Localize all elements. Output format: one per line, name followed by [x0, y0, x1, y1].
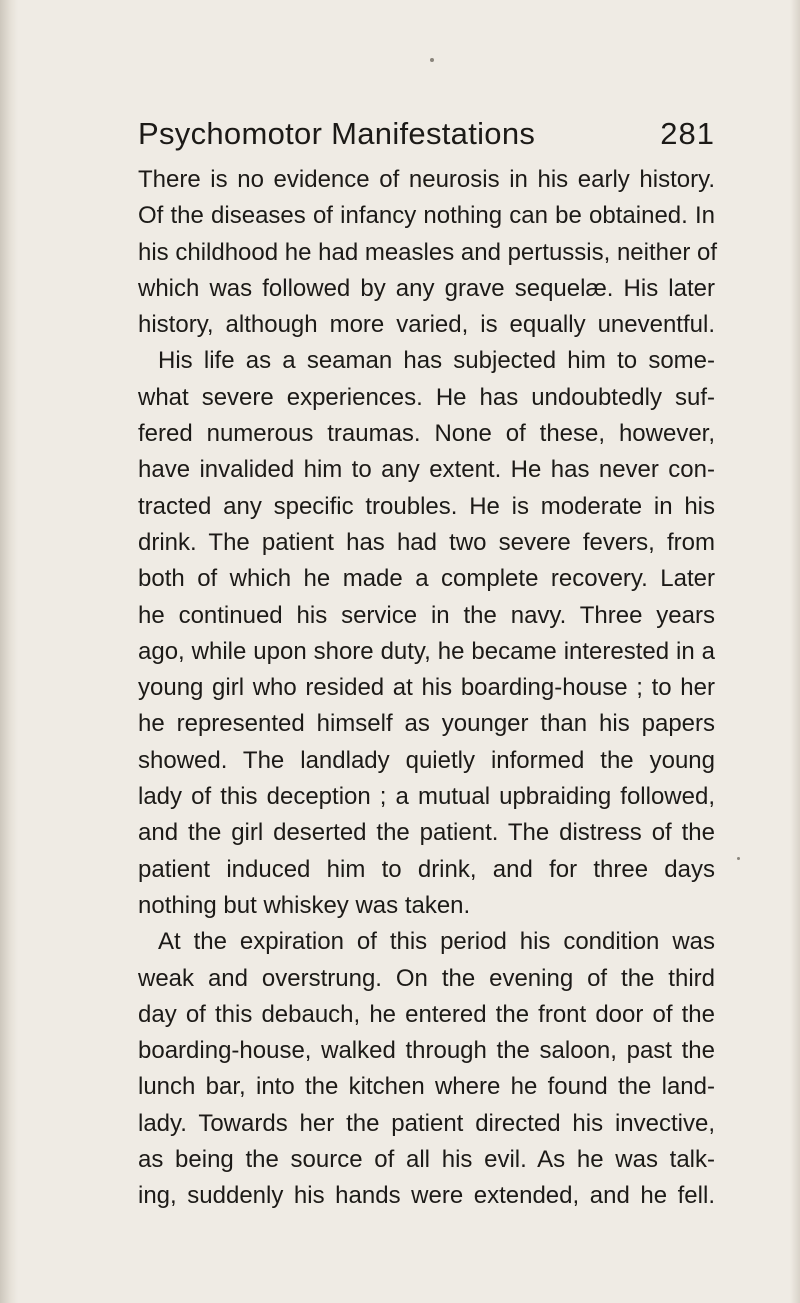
page-right-edge-shadow: [790, 0, 800, 1303]
text-line: both of which he made a complete recovery. Later: [138, 565, 715, 593]
text-line: have invalided him to any extent. He has never con-: [138, 456, 715, 484]
text-line: young girl who resided at his boarding-house ; to her: [138, 674, 715, 702]
running-head: Psychomotor Manifestations: [138, 116, 536, 151]
text-line: what severe experiences. He has undoubtedly suf-: [138, 383, 715, 411]
text-line: and the girl deserted the patient. The distress of the: [138, 819, 715, 847]
text-line: His life as a seaman has subjected him to some-: [158, 347, 715, 375]
text-line: At the expiration of this period his condition was: [158, 928, 715, 956]
text-line: There is no evidence of neurosis in his early history.: [138, 166, 715, 193]
text-line: showed. The landlady quietly informed the young: [138, 746, 715, 774]
text-line: his childhood he had measles and pertussis, neither of: [138, 238, 718, 266]
text-line: lunch bar, into the kitchen where he found the land-: [138, 1073, 715, 1101]
text-line: history, although more varied, is equally uneventful.: [138, 311, 715, 339]
page-number: 281: [660, 116, 715, 151]
text-line: fered numerous traumas. None of these, however,: [138, 420, 715, 448]
page-speck: [430, 58, 434, 62]
text-line: day of this debauch, he entered the front door of the: [138, 1000, 715, 1028]
text-line: which was followed by any grave sequelæ. His later: [138, 274, 715, 302]
page-speck: [737, 857, 740, 860]
text-line: ago, while upon shore duty, he became interested in a: [138, 637, 715, 665]
text-line: he represented himself as younger than his papers: [138, 710, 715, 738]
text-line: nothing but whiskey was taken.: [138, 891, 471, 919]
text-line: Of the diseases of infancy nothing can be obtained. In: [138, 202, 715, 230]
text-line: he continued his service in the navy. Three years: [138, 601, 715, 629]
text-line: lady of this deception ; a mutual upbraiding followed,: [138, 783, 715, 811]
page-left-edge-shadow: [0, 0, 18, 1303]
text-line: ing, suddenly his hands were extended, and he fell.: [138, 1182, 715, 1210]
text-line: patient induced him to drink, and for three days: [138, 855, 715, 883]
text-line: lady. Towards her the patient directed his invective,: [138, 1109, 715, 1137]
text-line: as being the source of all his evil. As he was talk-: [138, 1146, 715, 1174]
text-line: drink. The patient has had two severe fevers, from: [138, 528, 715, 556]
paragraph: [138, 162, 718, 343]
text-line: boarding-house, walked through the saloon, past the: [138, 1037, 715, 1065]
paragraph: [138, 924, 715, 1214]
body-text: [138, 162, 718, 1215]
text-line: tracted any specific troubles. He is moderate in his: [138, 492, 715, 520]
paragraph: [138, 343, 715, 924]
page-header: [138, 108, 715, 158]
text-line: weak and overstrung. On the evening of the third: [138, 964, 715, 992]
